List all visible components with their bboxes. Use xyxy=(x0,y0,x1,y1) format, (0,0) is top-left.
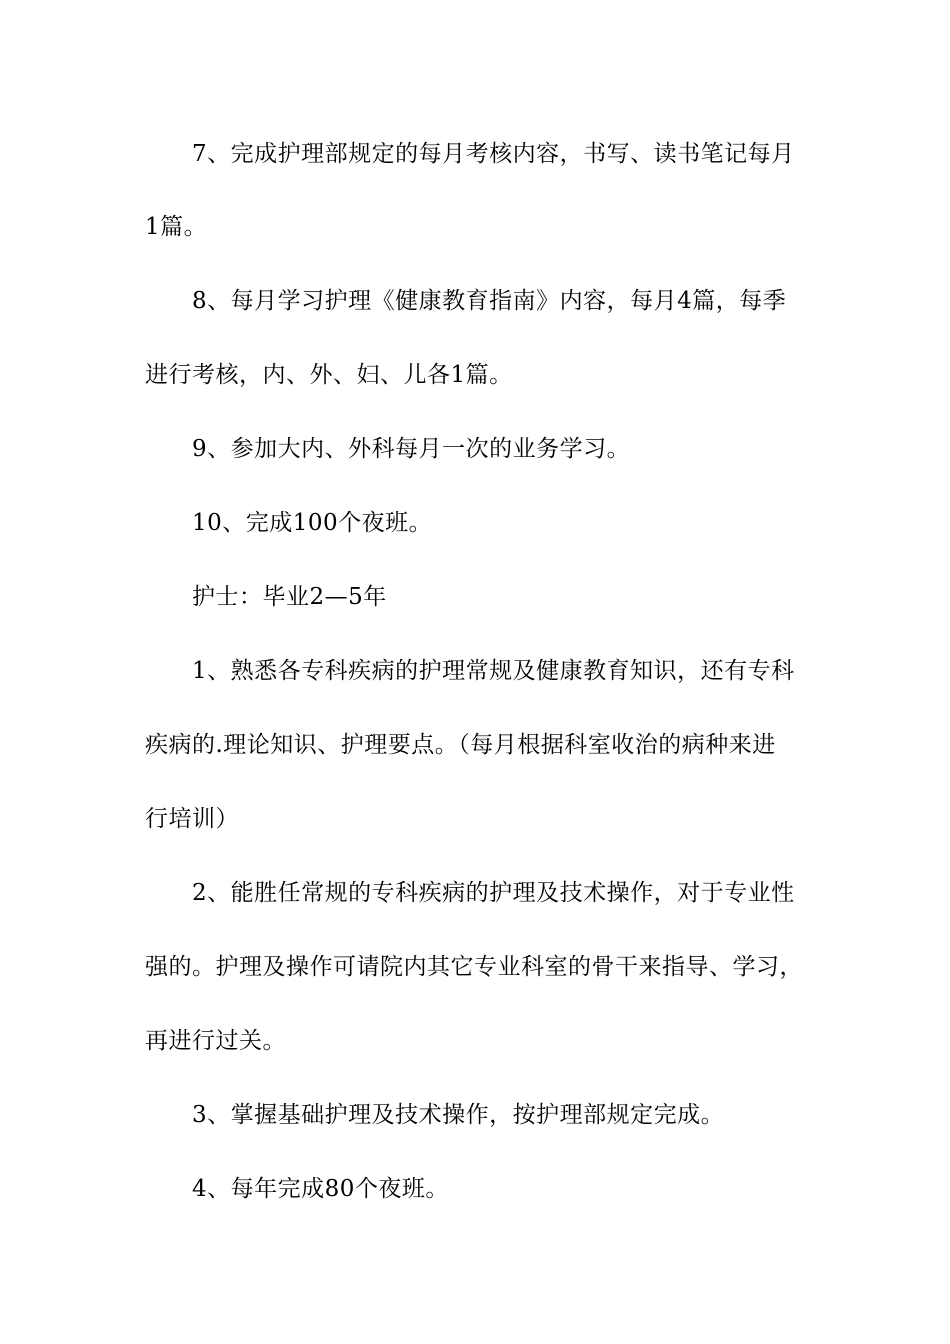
item-7-line-1: 7、完成护理部规定的每月考核内容，书写、读书笔记每月 xyxy=(192,141,795,167)
item-9-line: 9、参加大内、外科每月一次的业务学习。 xyxy=(192,436,631,462)
nurse-item-2-line-2: 强的。护理及操作可请院内其它专业科室的骨干来指导、学习， xyxy=(145,954,803,980)
nurse-item-2-line-1: 2、能胜任常规的专科疾病的护理及技术操作，对于专业性 xyxy=(192,880,795,906)
nurse-item-1-line-1: 1、熟悉各专科疾病的护理常规及健康教育知识，还有专科 xyxy=(192,658,795,684)
item-10-line: 10、完成100个夜班。 xyxy=(192,510,433,536)
nurse-item-3-line: 3、掌握基础护理及技术操作，按护理部规定完成。 xyxy=(192,1102,725,1128)
section-heading-nurse: 护士：毕业2—5年 xyxy=(192,584,387,610)
nurse-item-1-line-3: 行培训） xyxy=(145,806,239,832)
item-8-line-1: 8、每月学习护理《健康教育指南》内容，每月4篇，每季 xyxy=(192,288,787,314)
nurse-item-4-line: 4、每年完成80个夜班。 xyxy=(192,1176,449,1202)
item-7-line-2: 1篇。 xyxy=(145,214,208,240)
item-8-line-2: 进行考核，内、外、妇、儿各1篇。 xyxy=(145,362,513,388)
nurse-item-1-line-2: 疾病的.理论知识、护理要点。（每月根据科室收治的病种来进 xyxy=(145,732,776,758)
nurse-item-2-line-3: 再进行过关。 xyxy=(145,1028,286,1054)
